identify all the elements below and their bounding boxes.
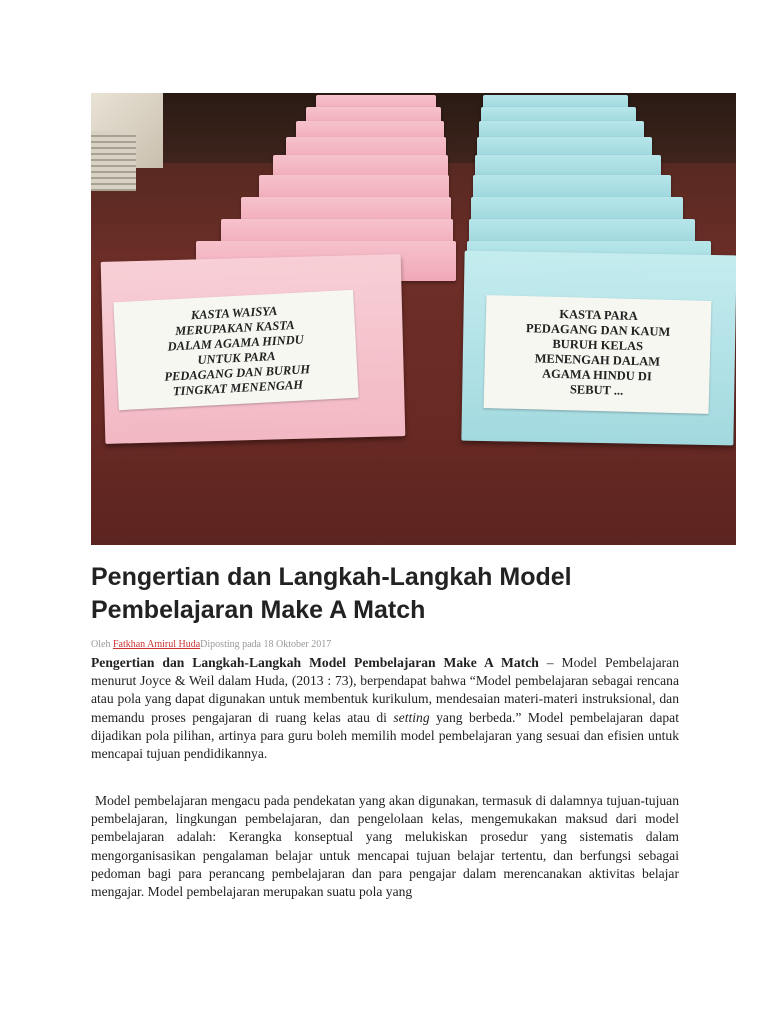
card-right-line: SEBUT ...	[569, 382, 624, 398]
card-right-line: PEDAGANG DAN KAUM	[525, 321, 671, 339]
card-right-line: MENENGAH DALAM	[534, 351, 661, 369]
paragraph-1-italic: setting	[393, 709, 430, 725]
card-left-line: DALAM AGAMA HINDU	[167, 332, 305, 354]
card-right-line: KASTA PARA	[559, 306, 638, 324]
paragraph-1-text-a: – Model Pembelajaran menurut Joyce & Weil dalam Huda, (2013 : 73), berpendapat bahwa “Model pembelajaran sebagai rencana atau pola yang dapat digunakan untuk membentuk kurikulum, mendesaian materi-materi instruksional, dan memandu proses pengajaran di ruang kelas atau di	[91, 655, 679, 725]
author-link[interactable]: Fatkhan Amirul Huda	[112, 639, 201, 650]
card-left-line: TINGKAT MENENGAH	[172, 377, 304, 399]
card-right	[484, 295, 712, 414]
article-title: Pengertian dan Langkah-Langkah Model Pembelajaran Make A Match	[91, 563, 572, 624]
card-left-line: KASTA WAISYA	[190, 303, 278, 323]
card-right-line: AGAMA HINDU DI	[541, 366, 652, 384]
meta-by: Oleh	[91, 639, 113, 650]
card-left	[113, 290, 358, 410]
meta-posted-date: Diposting pada 18 Oktober 2017	[200, 639, 332, 650]
article-photo	[91, 93, 736, 545]
paragraph-1-lead: Pengertian dan Langkah-Langkah Model Pembelajaran Make A Match	[91, 655, 539, 670]
card-left-line: MERUPAKAN KASTA	[174, 317, 295, 339]
card-left-line: UNTUK PARA	[197, 348, 276, 368]
paragraph-1	[91, 654, 679, 763]
article-meta	[91, 638, 736, 652]
paragraph-2: Model pembelajaran mengacu pada pendekatan yang akan digunakan, termasuk di dalamnya tujuan-tujuan pembelajaran, lingkungan pembelajaran, dan pengelolaan kelas, mengemukakan maksud dari model pembelajaran adalah: Kerangka konseptual yang melukiskan prosedur yang sistematis dalam mengorganisasikan pengalaman belajar untuk mencapai tujuan belajar tertentu, dan berfungsi sebagai pedoman bagi para perancang pembelajaran dan para pengajar dalam merencanakan aktivitas belajar mengajar. Model pembelajaran merupakan suatu pola yang	[91, 793, 679, 900]
paragraph-1-text-b: yang berbeda.” Model pembelajaran dapat dijadikan pola pilihan, artinya para guru boleh memilih model pembelajaran yang sesuai dan efisien untuk mencapai tujuan pendidikannya.	[91, 709, 679, 762]
card-right-line: BURUH KELAS	[552, 336, 644, 354]
card-left-line: PEDAGANG DAN BURUH	[163, 362, 311, 384]
photo-shelf-books	[91, 131, 136, 191]
